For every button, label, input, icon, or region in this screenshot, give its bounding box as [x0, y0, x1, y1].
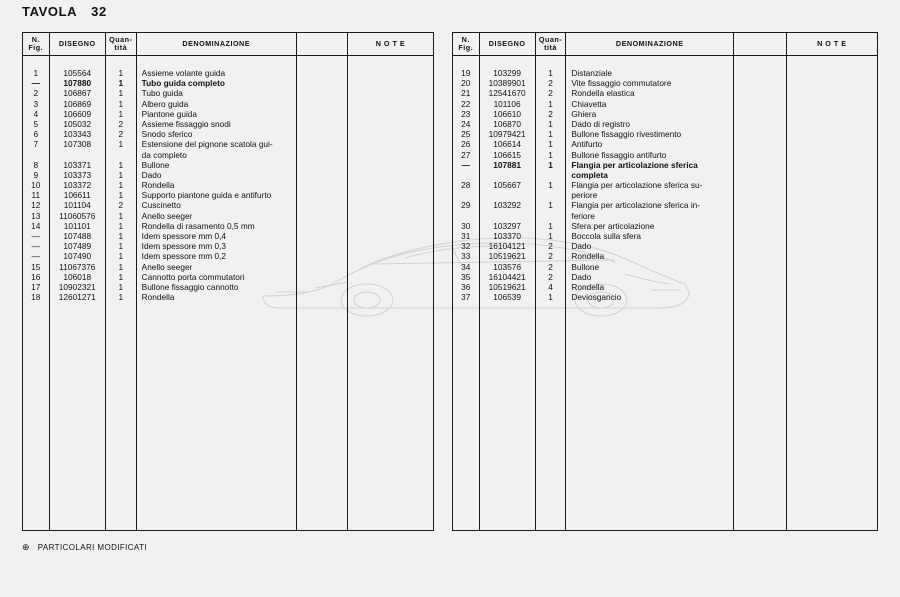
header-note: N O T E	[786, 33, 877, 56]
table-row: 16	[31, 271, 41, 282]
column-denominazione	[566, 56, 734, 531]
footer-note-text: PARTICOLARI MODIFICATI	[37, 543, 148, 552]
table-row: completa	[571, 169, 608, 180]
parts-table-right	[452, 32, 878, 531]
table-row: 107488	[63, 231, 92, 241]
table-row: 2	[118, 129, 124, 140]
table-row: Dado	[571, 271, 592, 282]
column-note	[786, 56, 877, 531]
header-note: N O T E	[347, 33, 433, 56]
page-title-number: 32	[91, 4, 107, 19]
table-row: 2	[548, 251, 553, 262]
table-row	[453, 170, 479, 180]
table-row: Bullone fissaggio antifurto	[571, 149, 667, 160]
header-quantita-line1: Quan-	[538, 34, 563, 44]
table-row: Bullone	[141, 159, 170, 170]
table-row: 2	[33, 88, 39, 99]
table-row: 10979421	[488, 129, 526, 140]
table-row: 26	[461, 139, 471, 150]
table-row: Rondella	[571, 281, 605, 292]
table-row: 106615	[493, 149, 521, 160]
table-row: 34	[461, 261, 471, 272]
header-fig	[23, 33, 50, 56]
table-row: 107880	[63, 78, 92, 89]
table-row: 1	[548, 149, 553, 160]
column-spare	[734, 56, 787, 531]
header-quantita-line2: tità	[544, 43, 557, 52]
table-row: 2	[118, 118, 124, 129]
table-row: 101104	[63, 200, 91, 211]
table-row: 106610	[493, 108, 521, 119]
table-row: 1	[118, 251, 124, 262]
table-row: Assieme volante guida	[141, 68, 226, 78]
header-fig-line2: Fig.	[458, 43, 474, 52]
table-row: 27	[461, 149, 471, 160]
header-disegno: DISEGNO	[49, 33, 105, 56]
parts-table-left	[22, 32, 434, 531]
table-row: 1	[33, 68, 39, 78]
table-row: 1	[548, 220, 553, 231]
table-row: 15	[31, 261, 41, 272]
table-row: 1	[118, 88, 124, 99]
table-row	[106, 150, 136, 160]
table-row: 1	[548, 139, 553, 150]
table-row: 1	[118, 231, 124, 241]
table-row: 6	[33, 129, 39, 140]
table-row: 1	[548, 118, 553, 129]
table-row: 2	[548, 241, 553, 252]
table-row	[536, 170, 566, 180]
table-row: Flangia per articolazione sferica su-	[571, 180, 703, 191]
table-row: 1	[118, 271, 124, 282]
column-fig	[23, 56, 50, 531]
table-row: 106867	[63, 88, 92, 99]
table-row: 21	[461, 88, 471, 99]
table-row: 37	[461, 292, 471, 303]
header-fig-line1: N.	[31, 34, 40, 44]
table-row: 2	[118, 200, 124, 211]
table-row: Chiavetta	[571, 98, 607, 109]
table-row: —	[31, 231, 40, 241]
table-row: 10389901	[488, 78, 526, 89]
table-row: 1	[118, 108, 124, 119]
table-row: 106870	[493, 118, 521, 129]
table-row: 2	[548, 261, 553, 272]
header-denominazione: DENOMINAZIONE	[566, 33, 734, 56]
column-note	[347, 56, 433, 531]
table-row: 103370	[493, 231, 521, 241]
table-row	[480, 190, 535, 200]
table-row: 12	[31, 200, 41, 211]
table-row: 22	[461, 98, 471, 109]
table-row: 1	[548, 98, 553, 109]
table-row: 107881	[493, 159, 521, 170]
table-row: 14	[31, 220, 41, 231]
table-row: 16104421	[488, 271, 526, 282]
table-row: 30	[461, 220, 471, 231]
header-fig-line2: Fig.	[28, 43, 44, 52]
table-row: 31	[461, 231, 471, 241]
page-title	[22, 4, 107, 19]
table-row: Rondella elastica	[571, 88, 635, 99]
table-row: Deviosgancio	[571, 292, 622, 303]
table-row: Bullone fissaggio rivestimento	[571, 129, 682, 140]
table-row: 9	[33, 169, 39, 180]
table-row: Rondella di rasamento 0,5 mm	[141, 220, 255, 231]
table-row: 107308	[63, 139, 92, 150]
table-row: 1	[548, 200, 553, 211]
table-row: 1	[548, 231, 553, 241]
table-row: 35	[461, 271, 471, 282]
table-row: Tubo guida completo	[141, 78, 225, 89]
table-row: Idem spessore mm 0,4	[141, 231, 227, 241]
table-row	[453, 190, 479, 200]
table-row: 2	[548, 271, 553, 282]
table-row: 2	[548, 88, 553, 99]
table-row	[536, 190, 566, 200]
table-row: 20	[461, 78, 471, 89]
table-row: 1	[118, 210, 124, 221]
table-row: 1	[118, 292, 124, 303]
table-row: 24	[461, 118, 471, 129]
table-row	[480, 211, 535, 221]
table-row: 4	[548, 281, 553, 292]
table-row: 105564	[63, 68, 92, 78]
table-row: 106614	[493, 139, 521, 150]
table-row: 103292	[493, 200, 521, 211]
table-row: 103343	[63, 129, 92, 140]
table-row	[480, 170, 535, 180]
column-disegno	[479, 56, 535, 531]
table-row	[453, 211, 479, 221]
table-row: Assieme fissaggio snodi	[141, 118, 231, 129]
table-row: 29	[461, 200, 471, 211]
table-row: 32	[461, 241, 471, 252]
table-row: Dado	[141, 169, 162, 180]
table-row: 5	[33, 118, 39, 129]
table-row: 3	[33, 98, 39, 109]
table-row: 101106	[493, 98, 521, 109]
table-row: Bullone fissaggio cannotto	[141, 281, 239, 292]
header-disegno: DISEGNO	[479, 33, 535, 56]
table-header-row	[453, 33, 878, 56]
table-row: 10902321	[58, 281, 96, 292]
table-row: 25	[461, 129, 471, 140]
table-row: 23	[461, 108, 471, 119]
column-spare	[296, 56, 347, 531]
table-row: 36	[461, 281, 471, 292]
table-row: Bullone	[571, 261, 600, 272]
table-body-row	[453, 56, 878, 531]
header-fig	[453, 33, 480, 56]
table-row: 1	[548, 68, 553, 78]
header-quantita-line2: tità	[114, 43, 128, 52]
table-row: Flangia per articolazione sferica	[571, 159, 698, 170]
table-row: 103373	[63, 169, 92, 180]
table-row: 105032	[63, 118, 92, 129]
table-row: 12541670	[488, 88, 526, 99]
table-row: 1	[118, 139, 124, 150]
table-row: 101101	[63, 220, 91, 231]
table-row: 103371	[63, 159, 92, 170]
table-row: periore	[571, 190, 598, 201]
table-row: 1	[118, 180, 124, 191]
table-row: 10	[31, 180, 41, 191]
table-row: 7	[33, 139, 39, 150]
header-quantita	[105, 33, 136, 56]
table-row: Ghiera	[571, 108, 597, 119]
table-row: —	[31, 78, 40, 89]
table-row	[536, 211, 566, 221]
table-row: Snodo sferico	[141, 129, 193, 140]
table-row: Boccola sulla sfera	[571, 231, 642, 241]
table-row: 2	[548, 78, 553, 89]
column-denominazione	[136, 56, 296, 531]
table-header-row	[23, 33, 434, 56]
table-row: Rondella	[571, 251, 605, 262]
column-quantita	[105, 56, 136, 531]
table-row: Estensione del pignone scatola gui-	[141, 139, 273, 150]
header-quantita	[535, 33, 566, 56]
table-row: Tubo guida	[141, 88, 183, 99]
table-row: 17	[31, 281, 41, 292]
table-row: 106611	[63, 190, 91, 201]
table-row: Anello seeger	[141, 261, 193, 272]
table-row: Dado di registro	[571, 118, 630, 129]
table-row: 106539	[493, 292, 521, 303]
table-row: 1	[118, 220, 124, 231]
table-row: Antifurto	[571, 139, 603, 150]
footer-note	[22, 542, 147, 553]
table-row: 16104121	[488, 241, 526, 252]
column-disegno	[49, 56, 105, 531]
table-row	[50, 150, 105, 160]
table-row: feriore	[571, 210, 595, 221]
column-fig	[453, 56, 480, 531]
table-row: 10519621	[488, 251, 526, 262]
table-row: Vite fissaggio commutatore	[571, 78, 672, 89]
table-row: Sfera per articolazione	[571, 220, 655, 231]
table-row: 8	[33, 159, 39, 170]
table-row: 1	[118, 241, 124, 252]
table-row: 107490	[63, 251, 92, 262]
table-row: 19	[461, 68, 471, 78]
table-row: 4	[33, 108, 39, 119]
table-row: 1	[548, 129, 553, 140]
table-row: 12601271	[58, 292, 96, 303]
table-row: 1	[548, 292, 553, 303]
table-row: Anello seeger	[141, 210, 193, 221]
modified-parts-marker-icon: ⊕	[22, 542, 30, 552]
table-row	[23, 150, 49, 160]
table-row: 1	[118, 68, 124, 78]
table-row: 103372	[63, 180, 92, 191]
table-row: 1	[118, 98, 124, 109]
table-row: 11067376	[59, 261, 96, 272]
table-row: 106018	[63, 271, 92, 282]
page-title-label: TAVOLA	[22, 4, 78, 19]
table-row: Albero guida	[141, 98, 189, 109]
table-row: Supporto piantone guida e antifurto	[141, 190, 272, 201]
table-row: 1	[548, 180, 553, 191]
table-row: 1	[118, 159, 124, 170]
table-row: Distanziale	[571, 68, 612, 78]
table-row: Flangia per articolazione sferica in-	[571, 200, 701, 211]
table-row: 11	[31, 190, 41, 201]
header-spare	[734, 33, 787, 56]
table-row: 18	[31, 292, 41, 303]
column-quantita	[535, 56, 566, 531]
table-row: —	[461, 159, 470, 170]
header-denominazione: DENOMINAZIONE	[136, 33, 296, 56]
table-row: 1	[118, 261, 124, 272]
table-row: 11060576	[59, 210, 96, 221]
table-row: 103297	[493, 220, 521, 231]
table-row: 33	[461, 251, 471, 262]
table-row: 1	[118, 190, 124, 201]
table-row: 103299	[493, 68, 521, 78]
table-row: Idem spessore mm 0,3	[141, 241, 227, 252]
header-fig-line1: N.	[461, 34, 470, 44]
table-row: —	[31, 241, 40, 252]
table-row: 13	[31, 210, 41, 221]
table-row: Rondella	[141, 180, 175, 191]
table-row: 106609	[63, 108, 92, 119]
table-row: 105667	[493, 180, 521, 191]
table-row: da completo	[141, 149, 187, 160]
table-row: 2	[548, 108, 553, 119]
table-row: 106869	[63, 98, 92, 109]
table-row: 28	[461, 180, 471, 191]
table-row: 1	[118, 281, 124, 292]
table-row: Cuscinetto	[141, 200, 181, 211]
header-spare	[296, 33, 347, 56]
table-row: 1	[548, 159, 553, 170]
header-quantita-line1: Quan-	[109, 34, 133, 44]
table-row: 1	[118, 78, 124, 89]
table-row: Cannotto porta commutatori	[141, 271, 245, 282]
table-row: Idem spessore mm 0,2	[141, 251, 227, 262]
table-row: —	[31, 251, 40, 262]
table-row: Dado	[571, 241, 592, 252]
table-row: 107489	[63, 241, 92, 252]
table-row: Rondella	[141, 292, 175, 303]
table-row: 1	[118, 169, 124, 180]
table-body-row	[23, 56, 434, 531]
table-row: 103576	[493, 261, 521, 272]
table-row: Piantone guida	[141, 108, 198, 119]
table-row: 10519621	[488, 281, 526, 292]
